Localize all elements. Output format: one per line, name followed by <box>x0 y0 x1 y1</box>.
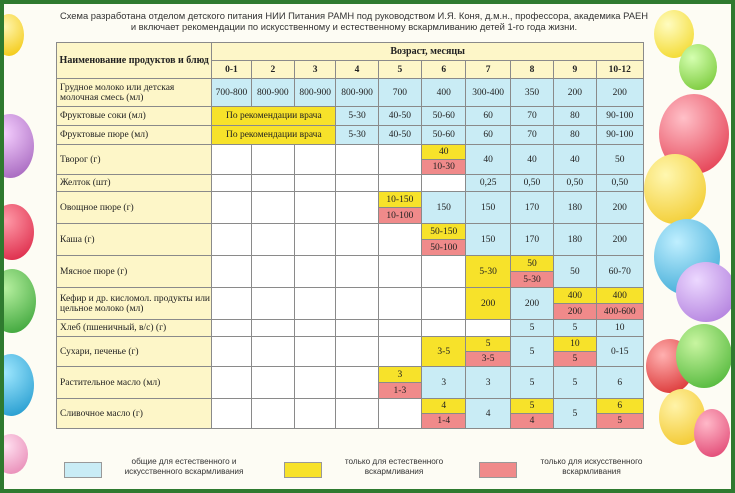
table-cell: 180 <box>554 224 596 256</box>
table-cell: 800-900 <box>251 79 294 107</box>
table-cell: 700-800 <box>212 79 251 107</box>
legend-artificial: только для искусственного вскармливания <box>540 457 643 476</box>
artificial-cell: 4 <box>510 414 553 429</box>
natural-cell: 50-150 <box>422 224 466 240</box>
table-cell: 200 <box>596 192 643 224</box>
feeding-table <box>56 42 644 429</box>
artificial-cell: 1-4 <box>422 414 466 429</box>
doctor-recommendation-cell: По рекомендации врача <box>212 126 336 145</box>
table-cell: 40-50 <box>378 107 421 126</box>
month-header: 2 <box>251 61 294 79</box>
table-cell: 60-70 <box>596 256 643 288</box>
table-cell: 0,50 <box>554 175 596 192</box>
row-label: Сливочное масло (г) <box>57 399 212 429</box>
natural-cell: 10-150 <box>378 192 421 208</box>
natural-cell: 50 <box>510 256 553 272</box>
table-cell: 50-60 <box>422 107 466 126</box>
table-row <box>57 126 644 145</box>
balloon-decoration <box>644 154 706 224</box>
table-cell: 5 <box>554 320 596 337</box>
natural-cell: 6 <box>596 399 643 414</box>
header-line-1: Схема разработана отделом детского питания НИИ Питания РАМН под руководством И.Я. Коня, д.м.н., профессора, академика РАЕН <box>59 10 649 21</box>
table-cell: 350 <box>510 79 553 107</box>
table-cell: 50 <box>596 145 643 175</box>
table-cell: 40 <box>510 145 553 175</box>
table-row <box>57 256 644 272</box>
legend-common: общие для естественного и искусственного вскармливания <box>124 457 244 476</box>
balloon-decoration <box>0 269 36 333</box>
table-row <box>57 175 644 192</box>
table-cell: 200 <box>554 79 596 107</box>
table-cell: 60 <box>466 126 510 145</box>
natural-cell: 5 <box>510 399 553 414</box>
table-row <box>57 192 644 208</box>
table-cell: 40 <box>466 145 510 175</box>
table-cell: 5 <box>554 367 596 399</box>
balloon-decoration <box>0 434 28 474</box>
balloon-decoration <box>0 204 34 260</box>
table-cell: 80 <box>554 126 596 145</box>
table-cell: 90-100 <box>596 126 643 145</box>
row-label: Фруктовые соки (мл) <box>57 107 212 126</box>
month-header: 4 <box>336 61 378 79</box>
row-label: Желток (шт) <box>57 175 212 192</box>
balloon-decoration <box>0 354 34 416</box>
table-cell: 700 <box>378 79 421 107</box>
table-cell: 800-900 <box>336 79 378 107</box>
table-cell: 50 <box>554 256 596 288</box>
table-cell: 5 <box>510 337 553 367</box>
table-cell: 6 <box>596 367 643 399</box>
row-label: Мясное пюре (г) <box>57 256 212 288</box>
table-cell: 180 <box>554 192 596 224</box>
table-cell: 200 <box>596 79 643 107</box>
table-cell: 170 <box>510 192 553 224</box>
artificial-cell: 10-100 <box>378 208 421 224</box>
artificial-cell: 3-5 <box>466 352 510 367</box>
table-row <box>57 367 644 383</box>
table-cell: 5-30 <box>336 126 378 145</box>
balloon-decoration <box>676 262 735 322</box>
row-label: Кефир и др. кисломол. продукты или цельное молоко (мл) <box>57 288 212 320</box>
table-cell: 70 <box>510 126 553 145</box>
table-cell: 60 <box>466 107 510 126</box>
month-header: 8 <box>510 61 553 79</box>
artificial-cell: 50-100 <box>422 240 466 256</box>
row-label: Грудное молоко или детская молочная смесь (мл) <box>57 79 212 107</box>
natural-cell: 400 <box>596 288 643 304</box>
row-label: Творог (г) <box>57 145 212 175</box>
month-header: 7 <box>466 61 510 79</box>
artificial-cell: 5 <box>596 414 643 429</box>
doctor-recommendation-cell: По рекомендации врача <box>212 107 336 126</box>
table-cell: 5 <box>554 399 596 429</box>
table-cell: 5 <box>510 367 553 399</box>
legend-swatch-common <box>64 462 102 478</box>
artificial-cell: 1-3 <box>378 383 421 399</box>
table-cell: 3 <box>466 367 510 399</box>
legend-swatch-natural <box>284 462 322 478</box>
natural-cell: 200 <box>466 288 510 320</box>
product-column-header: Наименование продуктов и блюд <box>57 43 212 79</box>
table-cell: 40 <box>554 145 596 175</box>
table-cell: 200 <box>596 224 643 256</box>
table-row <box>57 79 644 107</box>
table-cell: 0-15 <box>596 337 643 367</box>
table-cell: 5 <box>510 320 553 337</box>
table-cell: 70 <box>510 107 553 126</box>
table-cell: 90-100 <box>596 107 643 126</box>
table-cell: 4 <box>466 399 510 429</box>
month-header: 9 <box>554 61 596 79</box>
table-row <box>57 337 644 352</box>
natural-cell: 3-5 <box>422 337 466 367</box>
month-header: 0-1 <box>212 61 251 79</box>
artificial-cell: 10-30 <box>422 160 466 175</box>
balloon-decoration <box>694 409 730 457</box>
natural-cell: 5-30 <box>466 256 510 288</box>
month-header: 10-12 <box>596 61 643 79</box>
table-row <box>57 399 644 414</box>
table-cell: 150 <box>466 224 510 256</box>
table-cell: 400 <box>422 79 466 107</box>
table-cell: 50-60 <box>422 126 466 145</box>
table-cell: 200 <box>510 288 553 320</box>
natural-cell: 40 <box>422 145 466 160</box>
table-cell: 170 <box>510 224 553 256</box>
artificial-cell: 200 <box>554 304 596 320</box>
row-label: Хлеб (пшеничный, в/с) (г) <box>57 320 212 337</box>
natural-cell: 4 <box>422 399 466 414</box>
table-cell: 10 <box>596 320 643 337</box>
table-cell: 40-50 <box>378 126 421 145</box>
row-label: Фруктовые пюре (мл) <box>57 126 212 145</box>
natural-cell: 5 <box>466 337 510 352</box>
balloon-decoration <box>0 14 24 56</box>
artificial-cell: 400-600 <box>596 304 643 320</box>
artificial-cell: 5 <box>554 352 596 367</box>
age-header: Возраст, месяцы <box>212 43 644 61</box>
table-cell: 5-30 <box>336 107 378 126</box>
table-cell: 80 <box>554 107 596 126</box>
table-row <box>57 320 644 337</box>
month-header: 6 <box>422 61 466 79</box>
table-cell: 0,25 <box>466 175 510 192</box>
table-cell: 3 <box>422 367 466 399</box>
table-cell: 300-400 <box>466 79 510 107</box>
month-header: 3 <box>295 61 336 79</box>
month-header: 5 <box>378 61 421 79</box>
table-row <box>57 224 644 240</box>
table-cell: 0,50 <box>510 175 553 192</box>
row-label: Каша (г) <box>57 224 212 256</box>
header-line-2: и включает рекомендации по искусственному и естественному вскармливанию детей 1-го года жизни. <box>130 21 578 32</box>
table-row <box>57 288 644 304</box>
legend-swatch-artificial <box>479 462 517 478</box>
balloon-decoration <box>0 114 34 178</box>
row-label: Растительное масло (мл) <box>57 367 212 399</box>
table-row <box>57 145 644 160</box>
table-cell: 150 <box>422 192 466 224</box>
table-row <box>57 107 644 126</box>
table-cell: 800-900 <box>295 79 336 107</box>
natural-cell: 10 <box>554 337 596 352</box>
header <box>34 10 674 32</box>
row-label: Сухари, печенье (г) <box>57 337 212 367</box>
row-label: Овощное пюре (г) <box>57 192 212 224</box>
legend-natural: только для естественного вскармливания <box>344 457 444 476</box>
natural-cell: 400 <box>554 288 596 304</box>
table-cell: 0,50 <box>596 175 643 192</box>
natural-cell: 3 <box>378 367 421 383</box>
balloon-decoration <box>676 324 732 388</box>
table-cell: 150 <box>466 192 510 224</box>
balloon-decoration <box>679 44 717 90</box>
artificial-cell: 5-30 <box>510 272 553 288</box>
